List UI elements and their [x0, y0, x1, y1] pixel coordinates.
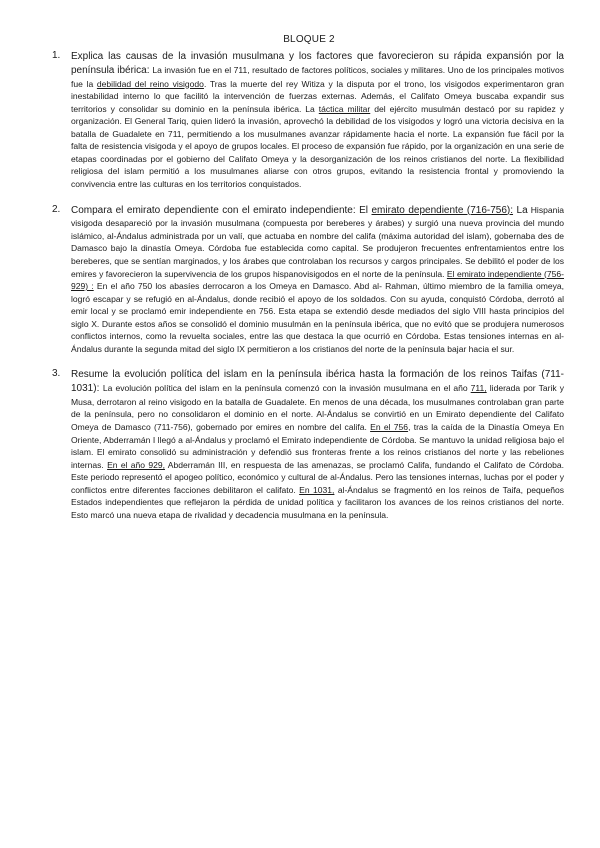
item-text: [71, 368, 564, 521]
question-list: [54, 50, 564, 521]
underlined-phrase: 711,: [470, 383, 487, 394]
underlined-phrase: El emirato independiente (756-929) :: [71, 268, 564, 292]
answer-text: . Tras la muerte del rey Witiza y la disputa por el trono, los visigodos experimentaron gran inestabilidad interno lo que facilitó la intervención de fuerzas externas. Además, el Califato Omeya buscaba expandir sus territorios y consolidar su dominio en la península ibérica. La: [71, 78, 564, 114]
underlined-phrase: debilidad del reino visigodo: [96, 78, 204, 89]
list-item: [54, 50, 564, 191]
underlined-phrase: En el 756: [370, 422, 409, 433]
answer-text: Hispania visigoda desapareció por la invasión musulmana (compuesta por bereberes y árabes) y surgió una nueva provincia del mundo islámico, al-Ándalus administrada por un valí, que actuaba en nombre del califa (máxima autoridad del islam), gobernaba des de Damasco bajo la dinastía Omeya. Córdoba fue establecida como capital. Se produjeron frecuentes enfrentamientos entre los bereberes, que se sentían marginados, y los árabes que controlaban los recursos y cargos principales. Se debilitó el poder de los emires y favorecieron la supervivencia de los grupos hispanovisigodos en el norte de la península.: [71, 204, 565, 279]
answer-text: La evolución política del islam en la península comenzó con la invasión musulmana en el año: [102, 383, 471, 394]
item-number: 1.: [52, 50, 61, 61]
question-part: La: [513, 204, 528, 216]
underlined-phrase: En el año 929,: [107, 459, 165, 470]
answer-text: liderada por Tarik y Musa, derrotaron al reino visigodo en la batalla de Guadalete. En menos de una década, los musulmanes controlaban gran parte de la península, pero no consolidaron el dominio en el norte. Al-Ándalus se convirtió en un Emirato dependiente del Califato Omeya de Damasco (711-756), gobernado por emires en nombre del califa.: [71, 383, 564, 433]
answer-text: , tras la caída de la Dinastía Omeya En Oriente, Abderramán I llegó a al-Ándalus y proclamó el Emirato independiente de Córdoba. Se mantuvo la unidad religiosa bajo el islam. El emirato consolidó su administración y defendió sus fronteras frente a los reinos cristianos del norte y las rebeliones internas.: [71, 422, 564, 470]
question-text: [71, 205, 528, 216]
list-item: [54, 204, 564, 356]
item-number: 2.: [52, 203, 61, 215]
item-text: [71, 50, 564, 191]
answer-text: del ejército musulmán destacó por su rapidez y organización. El General Tariq, quien lideró la invasión, aprovechó la debilidad de los visigodos y logró una victoria decisiva en la batalla de Guadalete en 711, permitiendo a los musulmanes avanzar rápidamente hacia el norte. La expansión fue fácil por la falta de resistencia visigoda y el apoyo de grupos locales. El proceso de expansión fue rápido, por la organización en una serie de etapas coordinadas por el gobierno del Califato Omeya y la desorganización de los reinos cristianos del norte. La flexibilidad religiosa del islam permitió a los musulmanes aliarse con otros grupos, evitando la resistencia frontal y promoviendo la convivencia entre las culturas en los territorios conquistados.: [71, 103, 564, 189]
answer-text: La invasión fue en el 711, resultado de factores políticos, sociales y militares. Uno de los principales motivos fue la: [71, 64, 564, 89]
answer-text: al-Ándalus se fragmentó en los reinos de Taifa, pequeños Estados independientes que reflejaron la pérdida de unidad política y facilitaron los avances de los reinos cristianos del norte. Esto marcó una nueva etapa de rivalidad y decadencia musulmana en la península.: [71, 484, 564, 520]
list-item: [54, 368, 564, 521]
underlined-phrase: En 1031,: [299, 484, 335, 495]
underlined-phrase: táctica militar: [318, 103, 371, 114]
item-text: [71, 204, 564, 356]
question-text: Resume la evolución política del islam en la península ibérica hasta la formación de los reinos Taifas (711-1031):: [71, 369, 564, 395]
underlined-phrase: emirato dependiente (716-756):: [371, 204, 514, 216]
document-title: BLOQUE 2: [283, 34, 335, 45]
question-part: Compara el emirato dependiente con el emirato independiente: El: [71, 204, 372, 216]
answer-text: En el año 750 los abasíes derrocaron a los Omeya en Damasco. Abd al- Rahman, último miembro de la familia omeya, logró escapar y se refugió en al-Ándalus, donde recibió el apoyo de los soldados. Con su ayuda, conquistó Córdoba, derrotó al emir local y se proclamó emir independiente en 756. Esta etapa se extendió desde mediados del siglo VIII hasta principios del siglo X. Durante estos años se consolidó el dominio musulmán en la península ibérica, que no evitó que se produjera numerosos conflictos internos, como la revuelta sociales, entre las que destaca la que ocurrió en Córdoba. Estas tensiones internas en al-Ándalus durante la segunda mitad del siglo IX permitieron a los cristianos del norte de la península bajar hacia el sur.: [71, 281, 564, 354]
item-number: 3.: [52, 368, 61, 380]
answer-text: Abderramán III, en respuesta de las amenazas, se proclamó Califa, fundando el Califato de Córdoba. Este periodo representó el apogeo político, económico y cultural de al-Ándalus. Pero las tensiones internas, luchas por el poder y conflictos entre diferentes facciones debilitaron el califato.: [71, 459, 565, 495]
question-text: Explica las causas de la invasión musulmana y los factores que favorecieron su rápida expansión por la península ibérica:: [71, 51, 564, 76]
